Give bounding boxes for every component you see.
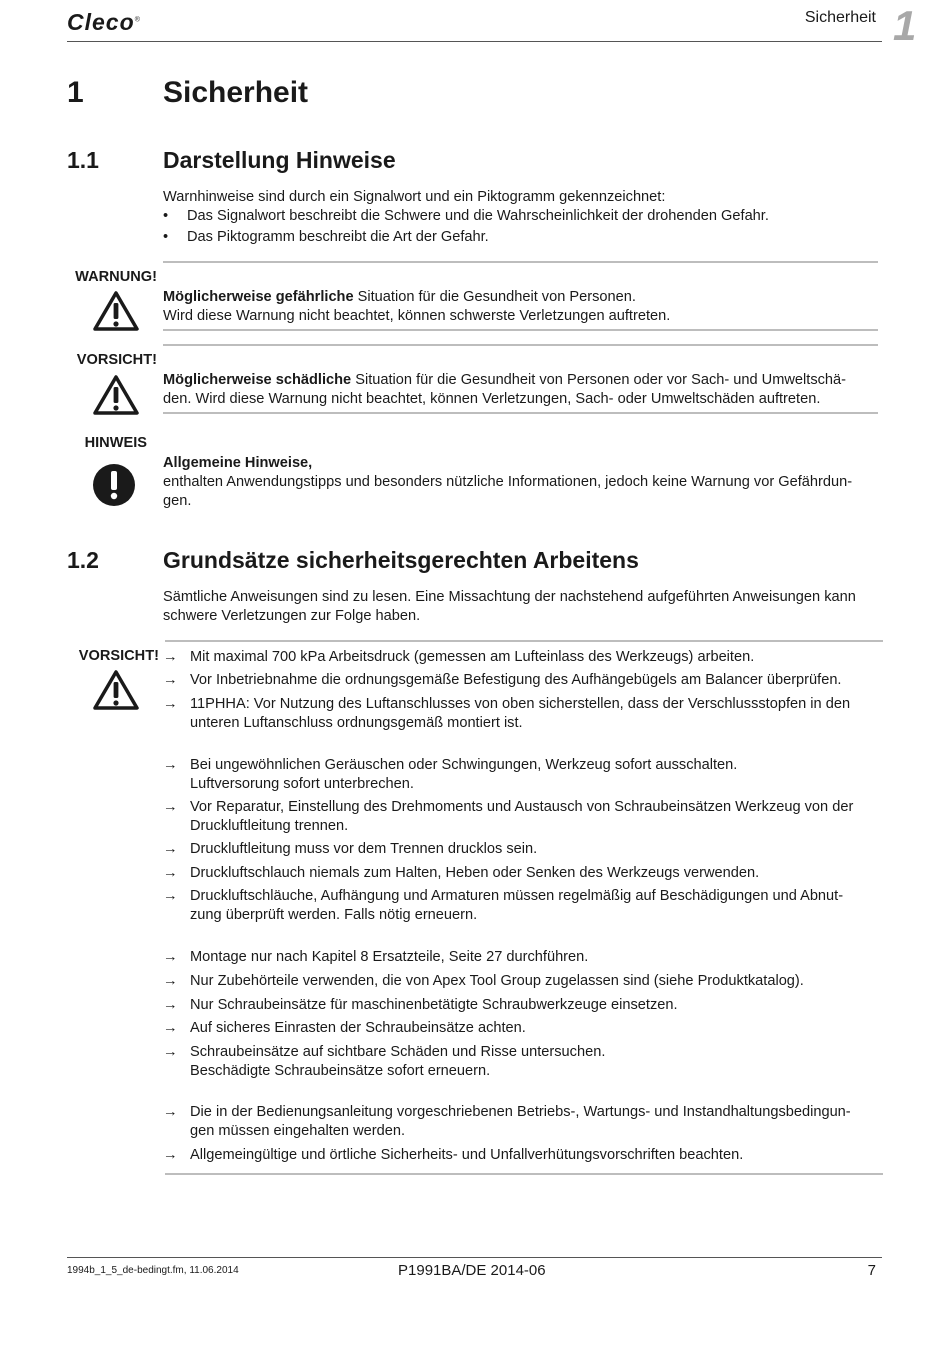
arrow-icon: →: [163, 1044, 178, 1060]
chapter-title: Sicherheit: [163, 76, 309, 109]
section-number-1-1: 1.1: [67, 147, 99, 173]
arrow-icon: →: [163, 1147, 178, 1163]
arrow-icon: →: [163, 973, 178, 989]
arrow-icon: →: [163, 757, 178, 773]
notice-divider: [163, 329, 878, 331]
arrow-icon: →: [163, 888, 178, 904]
section-intro: Sämtliche Anweisungen sind zu lesen. Eine Missachtung der nachstehend aufgeführten Anweisungen kann schwere Verletzungen zur Folge haben.: [163, 589, 856, 624]
arrow-icon: →: [163, 841, 178, 857]
bullet-item: • Das Piktogramm beschreibt die Art der Gefahr.: [163, 229, 489, 245]
arrow-icon: →: [163, 1020, 178, 1036]
notice-divider: [163, 412, 878, 414]
chapter-number: 1: [67, 76, 84, 109]
notice-warning-text: Möglicherweise gefährliche Situation für die Gesundheit von Personen. Wird diese Warnung nicht beachtet, können schwerste Verletzungen auftreten.: [163, 289, 671, 324]
arrow-icon: →: [163, 649, 178, 665]
bullet-item: • Das Signalwort beschreibt die Schwere und die Wahrscheinlichkeit der drohenden Gefahr.: [163, 208, 769, 224]
brand-logo: Cleco®: [67, 9, 141, 35]
chapter-marker: 1: [893, 2, 917, 49]
warning-triangle-icon: [92, 374, 140, 416]
arrow-icon: →: [163, 865, 178, 881]
footer-doc-number: P1991BA/DE 2014-06: [398, 1262, 546, 1279]
signal-word-caution: VORSICHT!: [78, 648, 159, 664]
signal-word-notice: HINWEIS: [84, 435, 147, 451]
notice-divider: [165, 640, 883, 642]
notice-caution-text: Möglicherweise schädliche Situation für die Gesundheit von Personen oder vor Sach- und Umweltschä- den. Wird diese Warnung nicht beachtet, können Verletzungen, Sach- oder Umweltschäden auftreten.: [163, 372, 847, 407]
notice-divider: [163, 344, 878, 346]
section-intro: Warnhinweise sind durch ein Signalwort und ein Piktogramm gekennzeichnet:: [163, 189, 666, 205]
arrow-icon: →: [163, 672, 178, 688]
exclamation-circle-icon: [92, 463, 136, 507]
notice-divider: [165, 1173, 883, 1175]
section-title-1-2: Grundsätze sicherheitsgerechten Arbeitens: [163, 547, 639, 573]
arrow-icon: →: [163, 949, 178, 965]
signal-word-warning: WARNUNG!: [75, 269, 157, 285]
arrow-icon: →: [163, 799, 178, 815]
notice-hint-text: Allgemeine Hinweise, enthalten Anwendungstipps und besonders nützliche Informationen, jedoch keine Warnung vor Gefährdun- gen.: [163, 455, 853, 509]
notice-divider: [163, 261, 878, 263]
arrow-icon: →: [163, 997, 178, 1013]
arrow-icon: →: [163, 696, 178, 712]
arrow-icon: →: [163, 1104, 178, 1120]
running-header-title: Sicherheit: [804, 9, 876, 26]
signal-word-caution: VORSICHT!: [76, 352, 157, 368]
footer-file-info: 1994b_1_5_de-bedingt.fm, 11.06.2014: [67, 1265, 239, 1276]
footer-divider: [67, 1257, 882, 1258]
warning-triangle-icon: [92, 290, 140, 332]
warning-triangle-icon: [92, 669, 140, 711]
section-title-1-1: Darstellung Hinweise: [163, 147, 396, 173]
header-divider: [67, 41, 882, 42]
section-number-1-2: 1.2: [67, 547, 99, 573]
page-number: 7: [867, 1262, 876, 1279]
